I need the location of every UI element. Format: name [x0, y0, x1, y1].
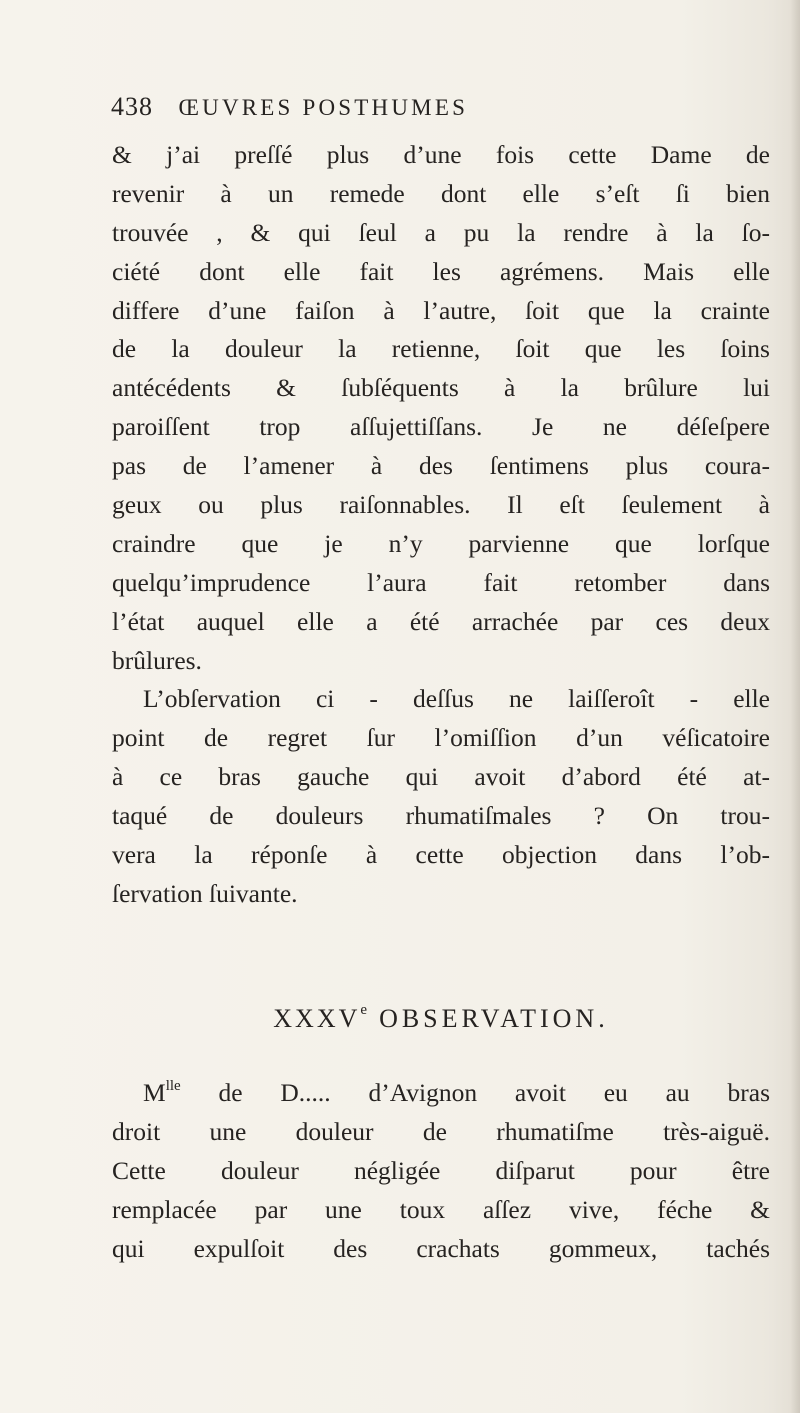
text-line: pas de l’amener à des ſentimens plus coura- — [112, 451, 770, 481]
text-line: revenir à un remede dont elle s’eſt ſi bien — [112, 178, 770, 208]
text-line: remplacée par une toux aſſez vive, féche & — [112, 1194, 770, 1224]
first-line-text: de D..... d’Avignon avoit eu au bras — [180, 1078, 770, 1107]
text-line: l’état auquel elle a été arrachée par ces deux — [112, 606, 770, 636]
text-line: L’obſervation ci - deſſus ne laiſſeroît - elle — [143, 684, 770, 714]
text-line: craindre que je n’y parvienne que lorſque — [112, 528, 770, 558]
page-number: 438 — [111, 92, 153, 121]
body-text-top — [112, 136, 770, 914]
running-title: ŒUVRES POSTHUMES — [178, 95, 469, 120]
text-line: qui expulſoit des crachats gommeux, tachés — [112, 1233, 770, 1263]
title-abbreviation: M — [143, 1078, 166, 1107]
text-line: brûlures. — [112, 645, 202, 675]
text-line: ſervation ſuivante. — [112, 878, 298, 908]
body-text-bottom — [112, 1074, 770, 1268]
text-line: à ce bras gauche qui avoit d’abord été at- — [112, 762, 770, 792]
section-label: OBSERVATION. — [379, 1004, 609, 1033]
section-numeral-suffix: e — [360, 1002, 368, 1019]
text-line: taqué de douleurs rhumatiſmales ? On trou- — [112, 801, 770, 831]
text-line: ciété dont elle fait les agrémens. Mais elle — [112, 256, 770, 286]
text-line: geux ou plus raiſonnables. Il eſt ſeulement à — [112, 490, 770, 520]
paragraph-observation-note — [112, 680, 770, 913]
text-line: Cette douleur négligée diſparut pour être — [112, 1155, 770, 1185]
text-line: antécédents & ſubſéquents à la brûlure lui — [112, 373, 770, 403]
text-line: trouvée , & qui ſeul a pu la rendre à la ſo- — [112, 217, 770, 247]
page-edge-shadow — [790, 0, 800, 1413]
text-line-first — [112, 1074, 770, 1113]
running-header — [111, 92, 791, 132]
paragraph-continuation — [112, 136, 770, 680]
text-line: droit une douleur de rhumatiſme très-aiguë. — [112, 1116, 770, 1146]
section-heading — [112, 1004, 770, 1034]
text-line: & j’ai preſſé plus d’une fois cette Dame de — [112, 140, 770, 169]
text-line: vera la réponſe à cette objection dans l’ob- — [112, 840, 770, 870]
section-numeral-value: XXXV — [273, 1004, 361, 1033]
title-superscript: lle — [165, 1077, 181, 1094]
text-line: de la douleur la retienne, ſoit que les ſoins — [112, 334, 770, 364]
text-line: point de regret ſur l’omiſſion d’un véſicatoire — [112, 723, 770, 753]
section-numeral — [273, 1004, 367, 1033]
text-line: paroiſſent trop aſſujettiſſans. Je ne déſeſpere — [112, 412, 770, 442]
text-line: quelqu’imprudence l’aura fait retomber dans — [112, 567, 770, 597]
text-line: differe d’une faiſon à l’autre, ſoit que la crainte — [112, 295, 770, 325]
